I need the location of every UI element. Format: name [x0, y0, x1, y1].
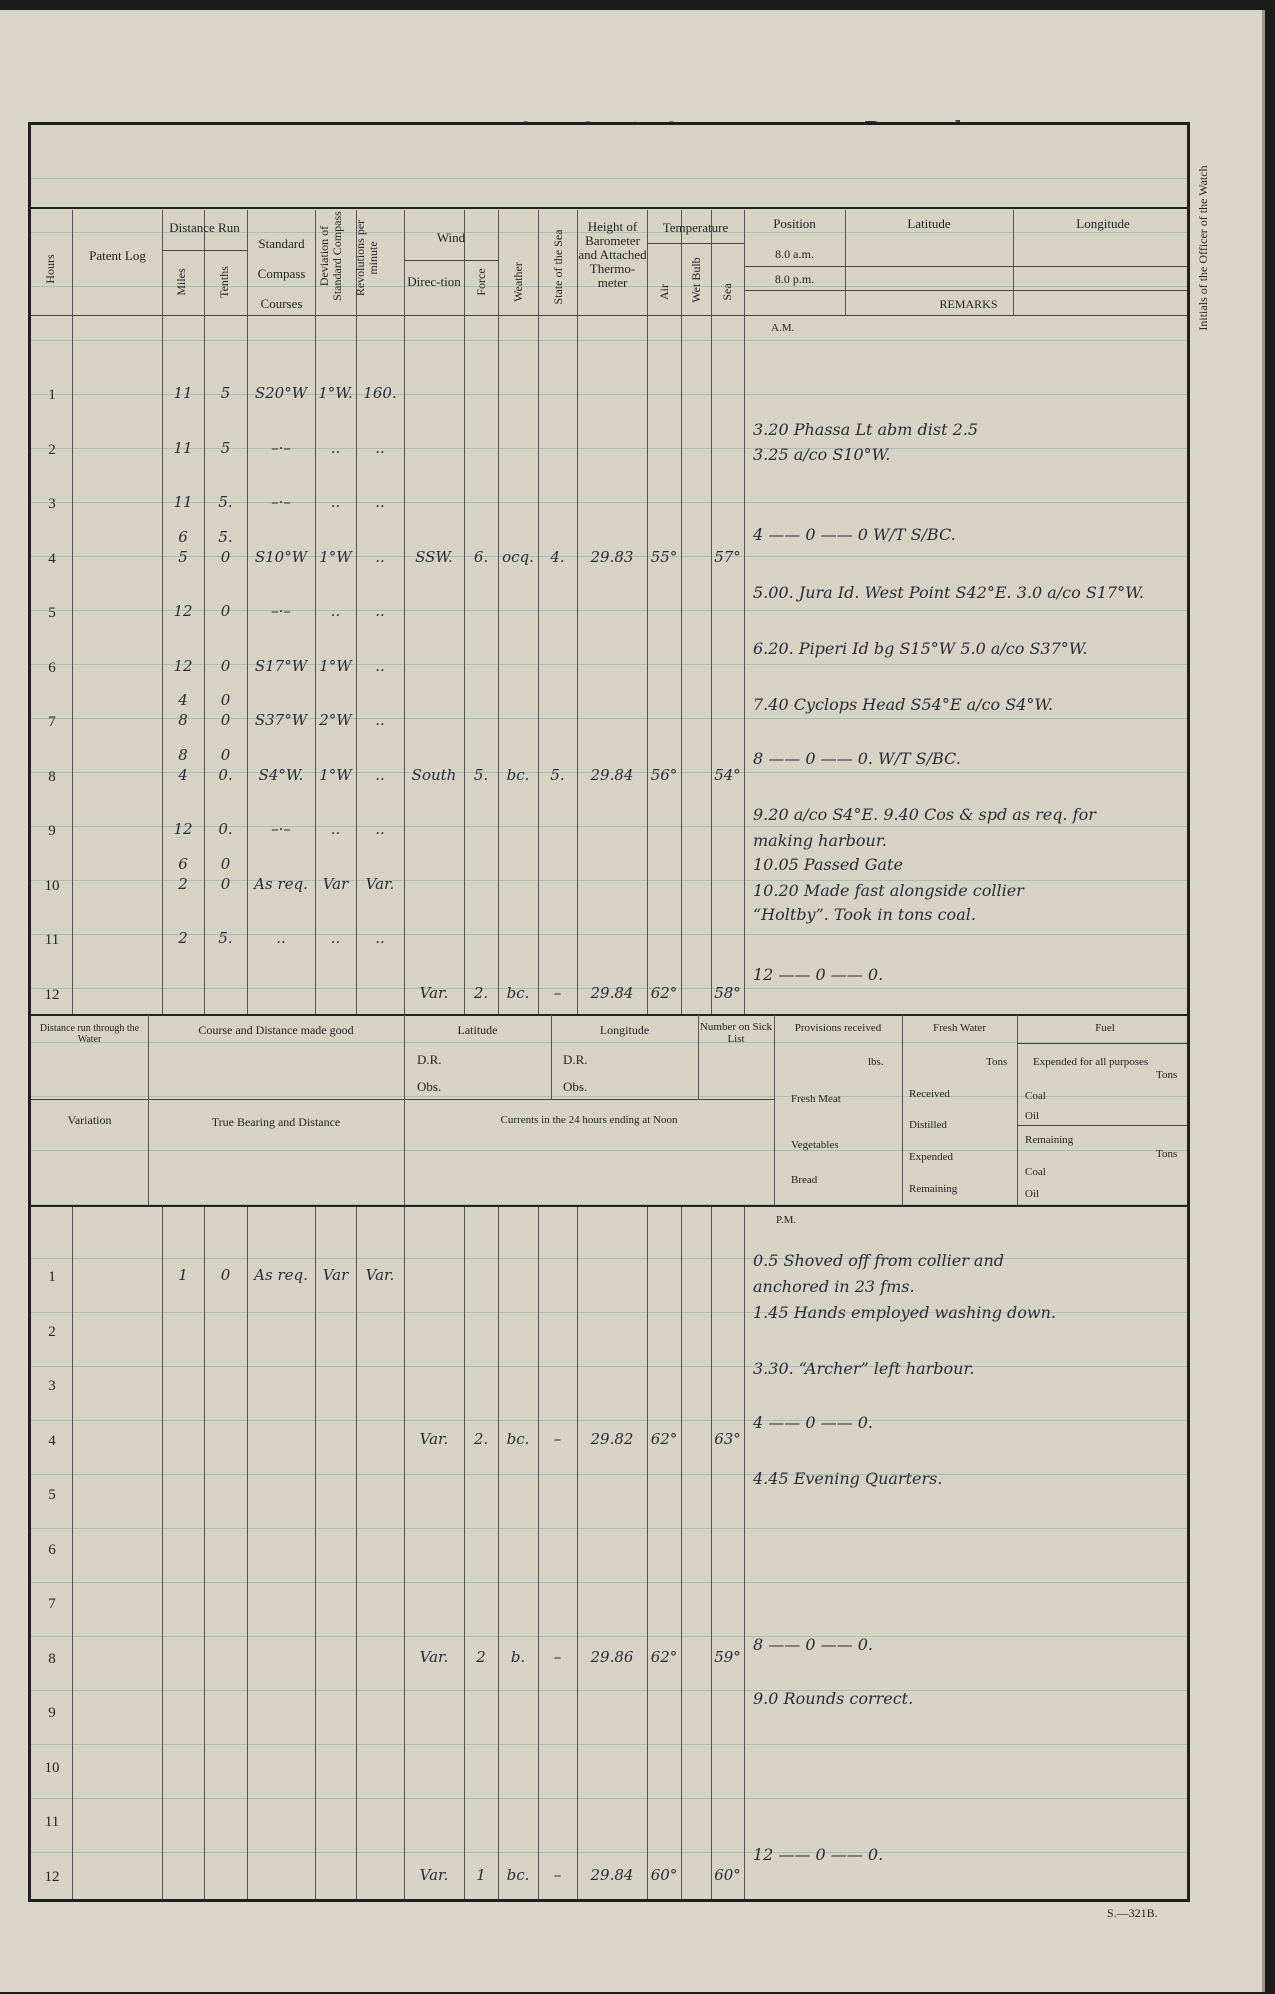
- cell-course: –·–: [271, 602, 291, 620]
- variation-label: Variation: [67, 1113, 112, 1127]
- remark-line: 8 —— 0 —— 0.: [753, 1635, 873, 1654]
- hour-3: 3: [48, 1378, 56, 1394]
- cell-course: S10°W: [254, 547, 308, 566]
- cell-air: 62°: [650, 1647, 678, 1666]
- hour-11: 11: [44, 1814, 60, 1830]
- remark-line: 12 —— 0 —— 0.: [753, 965, 884, 984]
- hour-9: 9: [48, 1705, 56, 1721]
- hour-8: 8: [48, 1650, 56, 1667]
- fuel-tons-label: Tons: [1156, 1069, 1178, 1081]
- cell-rev: ..: [375, 820, 385, 838]
- col-tenths: Tenths: [217, 266, 231, 298]
- lbs-label: lbs.: [868, 1056, 884, 1068]
- cell-dev: 1°W: [319, 656, 352, 675]
- cell-weather: bc.: [506, 983, 530, 1002]
- col-force: Force: [474, 268, 488, 296]
- hour-9: 9: [48, 823, 56, 839]
- summary-lat-obs: Obs.: [417, 1079, 442, 1094]
- cell-sea: 60°: [714, 1865, 741, 1884]
- cell-weather: b.: [510, 1647, 526, 1666]
- remark-line: 6.20. Piperi Id bg S15°W 5.0 a/co S37°W.: [753, 639, 1088, 658]
- col-air: Air: [657, 284, 671, 300]
- col-revolutions: Revolutions per minute: [353, 219, 380, 297]
- cell-sea-state: 5.: [550, 765, 565, 784]
- cell-rev: 160.: [363, 384, 397, 402]
- fw-remaining-label: Remaining: [909, 1183, 958, 1195]
- col-sea: Sea: [720, 283, 734, 301]
- cell-dev: ..: [330, 602, 341, 620]
- fresh-meat-label: Fresh Meat: [791, 1093, 841, 1105]
- cell-course: S20°W: [254, 384, 308, 402]
- cell-dev: 1°W.: [318, 384, 353, 402]
- currents-label: Currents in the 24 hours ending at Noon: [500, 1114, 678, 1126]
- summary-long-dr: D.R.: [563, 1052, 588, 1067]
- cell-course: S17°W: [254, 656, 308, 675]
- cell-sea-state: –: [553, 1429, 562, 1448]
- hour-12: 12: [44, 1868, 60, 1885]
- col-wind: Wind: [436, 230, 466, 245]
- cell-tenths: 0 0: [220, 854, 231, 893]
- remark-line: 9.0 Rounds correct.: [753, 1689, 914, 1708]
- col-position: Position: [773, 216, 816, 231]
- cell-dir: Var.: [419, 1429, 449, 1448]
- hour-4: 4: [48, 550, 56, 567]
- cell-miles: 11: [173, 384, 193, 402]
- cell-baro: 29.83: [590, 547, 634, 566]
- hour-4: 4: [48, 1432, 56, 1449]
- cell-tenths: 0: [220, 1266, 231, 1284]
- cell-course: –·–: [271, 820, 291, 838]
- received-label: Received: [909, 1088, 950, 1100]
- hour-6: 6: [48, 659, 56, 676]
- cell-force: 5.: [473, 765, 489, 784]
- hour-3: 3: [48, 496, 56, 512]
- cell-dev: 1°W: [319, 547, 352, 566]
- cell-weather: bc.: [506, 765, 530, 784]
- cell-sea-state: –: [553, 1647, 562, 1666]
- cell-miles: 6 2: [178, 854, 188, 893]
- remark-line: anchored in 23 fms.: [753, 1277, 915, 1296]
- cell-baro: 29.84: [590, 765, 634, 784]
- col-longitude: Longitude: [1076, 216, 1130, 231]
- cell-miles: 12: [173, 602, 193, 620]
- summary-lat-label: Latitude: [457, 1023, 498, 1037]
- cell-miles: 6 5: [178, 527, 188, 566]
- hour-10: 10: [44, 1759, 60, 1776]
- cell-air: 62°: [650, 983, 678, 1002]
- cell-sea-state: –: [553, 983, 562, 1002]
- cell-force: 2: [476, 1647, 486, 1666]
- remark-line: 3.20 Phassa Lt abm dist 2.5: [753, 420, 979, 439]
- cell-tenths: 0: [220, 656, 231, 675]
- hour-6: 6: [48, 1541, 56, 1558]
- cell-sea: 54°: [714, 765, 741, 784]
- remark-line: making harbour.: [753, 831, 887, 850]
- remark-line: 10.20 Made fast alongside collier: [753, 881, 1024, 900]
- initials-label: Initials of the Officer of the Watch: [1196, 165, 1210, 331]
- cell-course: S37°W: [254, 711, 308, 729]
- hour-12: 12: [44, 986, 60, 1003]
- cell-baro: 29.82: [590, 1429, 634, 1448]
- col-state-sea: State of the Sea: [551, 229, 565, 305]
- hour-1: 1: [48, 387, 56, 403]
- cell-sea: 58°: [714, 983, 741, 1002]
- cell-baro: 29.84: [590, 1865, 634, 1884]
- cell-weather: ocq.: [502, 547, 534, 566]
- cell-rev: ..: [375, 438, 385, 457]
- remark-line: 9.20 a/co S4°E. 9.40 Cos & spd as req. for: [753, 805, 1096, 824]
- col-latitude: Latitude: [907, 216, 951, 231]
- col-wet-bulb: Wet Bulb: [689, 257, 703, 303]
- hour-5: 5: [48, 1487, 56, 1503]
- hour-2: 2: [48, 1323, 56, 1340]
- col-8am: 8.0 a.m.: [775, 247, 814, 261]
- cell-miles: 2: [178, 929, 188, 947]
- expended-label: Expended: [909, 1151, 953, 1163]
- cell-tenths: 5. 0: [218, 527, 233, 566]
- col-patent-log: Patent Log: [89, 248, 146, 263]
- cell-dev: 1°W: [319, 765, 352, 784]
- cell-dir: South: [411, 765, 457, 784]
- cell-baro: 29.86: [590, 1647, 634, 1666]
- col-distance-run: Distance Run: [169, 220, 240, 235]
- cell-course: –·–: [271, 493, 291, 511]
- col-std-compass: Standard Compass Courses: [257, 236, 306, 311]
- remark-line: 12 —— 0 —— 0.: [753, 1845, 884, 1864]
- cell-miles: 8 4: [178, 745, 188, 784]
- coal-rem-label: Coal: [1025, 1166, 1046, 1178]
- cell-tenths: 0.: [218, 820, 233, 838]
- pm-label: P.M.: [776, 1214, 797, 1226]
- cell-sea: 63°: [714, 1429, 741, 1448]
- cell-dir: Var.: [419, 983, 449, 1002]
- cell-miles: 1: [178, 1266, 188, 1284]
- cell-dev: ..: [330, 493, 341, 511]
- cell-rev: ..: [375, 765, 385, 784]
- remark-line: 1.45 Hands employed washing down.: [753, 1303, 1056, 1322]
- cell-air: 55°: [650, 547, 678, 566]
- cell-dev: Var: [322, 874, 349, 893]
- cell-miles: 4 8: [178, 691, 188, 729]
- cell-sea-state: –: [553, 1865, 562, 1884]
- cell-air: 56°: [650, 765, 678, 784]
- cell-tenths: 5: [220, 438, 231, 457]
- hour-11: 11: [44, 932, 60, 948]
- cell-dev: ..: [330, 438, 341, 457]
- cell-rev: ..: [375, 929, 385, 947]
- bread-label: Bread: [791, 1174, 818, 1186]
- cell-rev: ..: [375, 493, 385, 511]
- cell-course: As req.: [254, 874, 308, 893]
- log-page: [0, 10, 1265, 1992]
- hour-5: 5: [48, 605, 56, 621]
- cell-dir: SSW.: [415, 547, 453, 566]
- cell-dev: 2°W: [319, 711, 352, 729]
- course-dist-label: Course and Distance made good: [198, 1023, 354, 1037]
- cell-weather: bc.: [506, 1865, 530, 1884]
- cell-rev: Var.: [365, 1266, 395, 1284]
- cell-rev: Var.: [365, 874, 395, 893]
- remark-line: 10.05 Passed Gate: [753, 855, 903, 874]
- cell-tenths: 5.: [218, 493, 233, 511]
- fuel-label: Fuel: [1095, 1022, 1115, 1034]
- cell-miles: 12: [173, 656, 193, 675]
- cell-course: S4°W.: [258, 765, 304, 784]
- oil-rem-label: Oil: [1025, 1188, 1040, 1200]
- cell-tenths: 5.: [218, 929, 233, 947]
- cell-dev: ..: [330, 929, 341, 947]
- cell-air: 62°: [650, 1429, 678, 1448]
- cell-tenths: 0 0.: [218, 745, 233, 784]
- cell-rev: ..: [375, 711, 385, 729]
- col-8pm: 8.0 p.m.: [774, 272, 815, 286]
- cell-rev: ..: [375, 547, 385, 566]
- cell-course: As req.: [254, 1266, 308, 1284]
- cell-miles: 12: [173, 820, 193, 838]
- cell-air: 60°: [650, 1865, 678, 1884]
- vegetables-label: Vegetables: [791, 1139, 839, 1151]
- fresh-water-label: Fresh Water: [933, 1022, 986, 1034]
- cell-sea: 57°: [714, 547, 741, 566]
- log-table: [28, 122, 1190, 1902]
- provisions-label: Provisions received: [794, 1022, 882, 1034]
- col-barometer: Height of Barometer and Attached Thermo-meter: [578, 219, 647, 290]
- remark-line: 0.5 Shoved off from collier and: [753, 1251, 1005, 1270]
- col-deviation: Deviation of Standard Compass: [317, 211, 344, 301]
- hour-7: 7: [48, 1596, 56, 1612]
- cell-sea: 59°: [714, 1647, 741, 1666]
- cell-sea-state: 4.: [550, 547, 565, 566]
- remark-line: 4 —— 0 —— 0.: [753, 1413, 873, 1432]
- col-remarks: REMARKS: [939, 297, 998, 311]
- fuel-remaining-label: Remaining: [1025, 1134, 1074, 1146]
- remark-line: 5.00. Jura Id. West Point S42°E. 3.0 a/co S17°W.: [753, 583, 1144, 602]
- col-weather: Weather: [511, 262, 525, 302]
- remark-line: 8 —— 0 —— 0. W/T S/BC.: [753, 749, 961, 768]
- col-temperature: Temperature: [662, 220, 729, 235]
- cell-dev: Var: [322, 1266, 349, 1284]
- col-direction: Direc-tion: [407, 274, 461, 289]
- cell-force: 2.: [473, 1429, 489, 1448]
- am-label: A.M.: [771, 322, 795, 334]
- cell-force: 6.: [473, 547, 489, 566]
- cell-course: –·–: [271, 438, 291, 457]
- fw-tons-label: Tons: [986, 1056, 1008, 1068]
- oil-label: Oil: [1025, 1110, 1040, 1122]
- summary-lat-dr: D.R.: [417, 1052, 442, 1067]
- cell-miles: 11: [173, 438, 193, 457]
- remark-line: 3.30. “Archer” left harbour.: [753, 1359, 975, 1378]
- cell-force: 2.: [473, 983, 489, 1002]
- hour-2: 2: [48, 441, 56, 458]
- true-bearing-label: True Bearing and Distance: [211, 1115, 341, 1129]
- cell-tenths: 0: [220, 602, 231, 620]
- cell-tenths: 5: [220, 384, 231, 402]
- cell-dir: Var.: [419, 1647, 449, 1666]
- cell-dir: Var.: [419, 1865, 449, 1884]
- remark-line: 4.45 Evening Quarters.: [753, 1469, 943, 1488]
- cell-weather: bc.: [506, 1429, 530, 1448]
- hour-10: 10: [44, 877, 60, 894]
- summary-long-obs: Obs.: [563, 1079, 588, 1094]
- remark-line: 7.40 Cyclops Head S54°E a/co S4°W.: [753, 695, 1054, 714]
- col-hours: Hours: [43, 254, 57, 284]
- cell-tenths: 0 0: [220, 691, 231, 729]
- coal-label: Coal: [1025, 1090, 1046, 1102]
- distilled-label: Distilled: [909, 1119, 947, 1131]
- sick-list-label: Number on Sick List: [699, 1021, 773, 1045]
- fuel-rem-tons-label: Tons: [1156, 1148, 1178, 1160]
- remark-line: “Holtby”. Took in tons coal.: [753, 905, 976, 924]
- hour-8: 8: [48, 768, 56, 785]
- remark-line: 4 —— 0 —— 0 W/T S/BC.: [753, 525, 956, 544]
- cell-course: ..: [276, 929, 286, 947]
- expended-all-label: Expended for all purposes: [1033, 1056, 1149, 1068]
- cell-baro: 29.84: [590, 983, 634, 1002]
- cell-dev: ..: [330, 820, 341, 838]
- hour-1: 1: [48, 1269, 56, 1285]
- dist-water-label: Distance run through the Water: [39, 1023, 140, 1045]
- summary-long-label: Longitude: [599, 1023, 650, 1037]
- cell-miles: 11: [173, 493, 193, 511]
- cell-rev: ..: [375, 656, 385, 675]
- col-miles: Miles: [174, 268, 188, 296]
- cell-force: 1: [476, 1865, 486, 1884]
- remark-line: 3.25 a/co S10°W.: [753, 445, 891, 464]
- cell-rev: ..: [375, 602, 385, 620]
- hour-7: 7: [48, 714, 56, 730]
- form-number: S.—321B.: [1107, 1906, 1158, 1920]
